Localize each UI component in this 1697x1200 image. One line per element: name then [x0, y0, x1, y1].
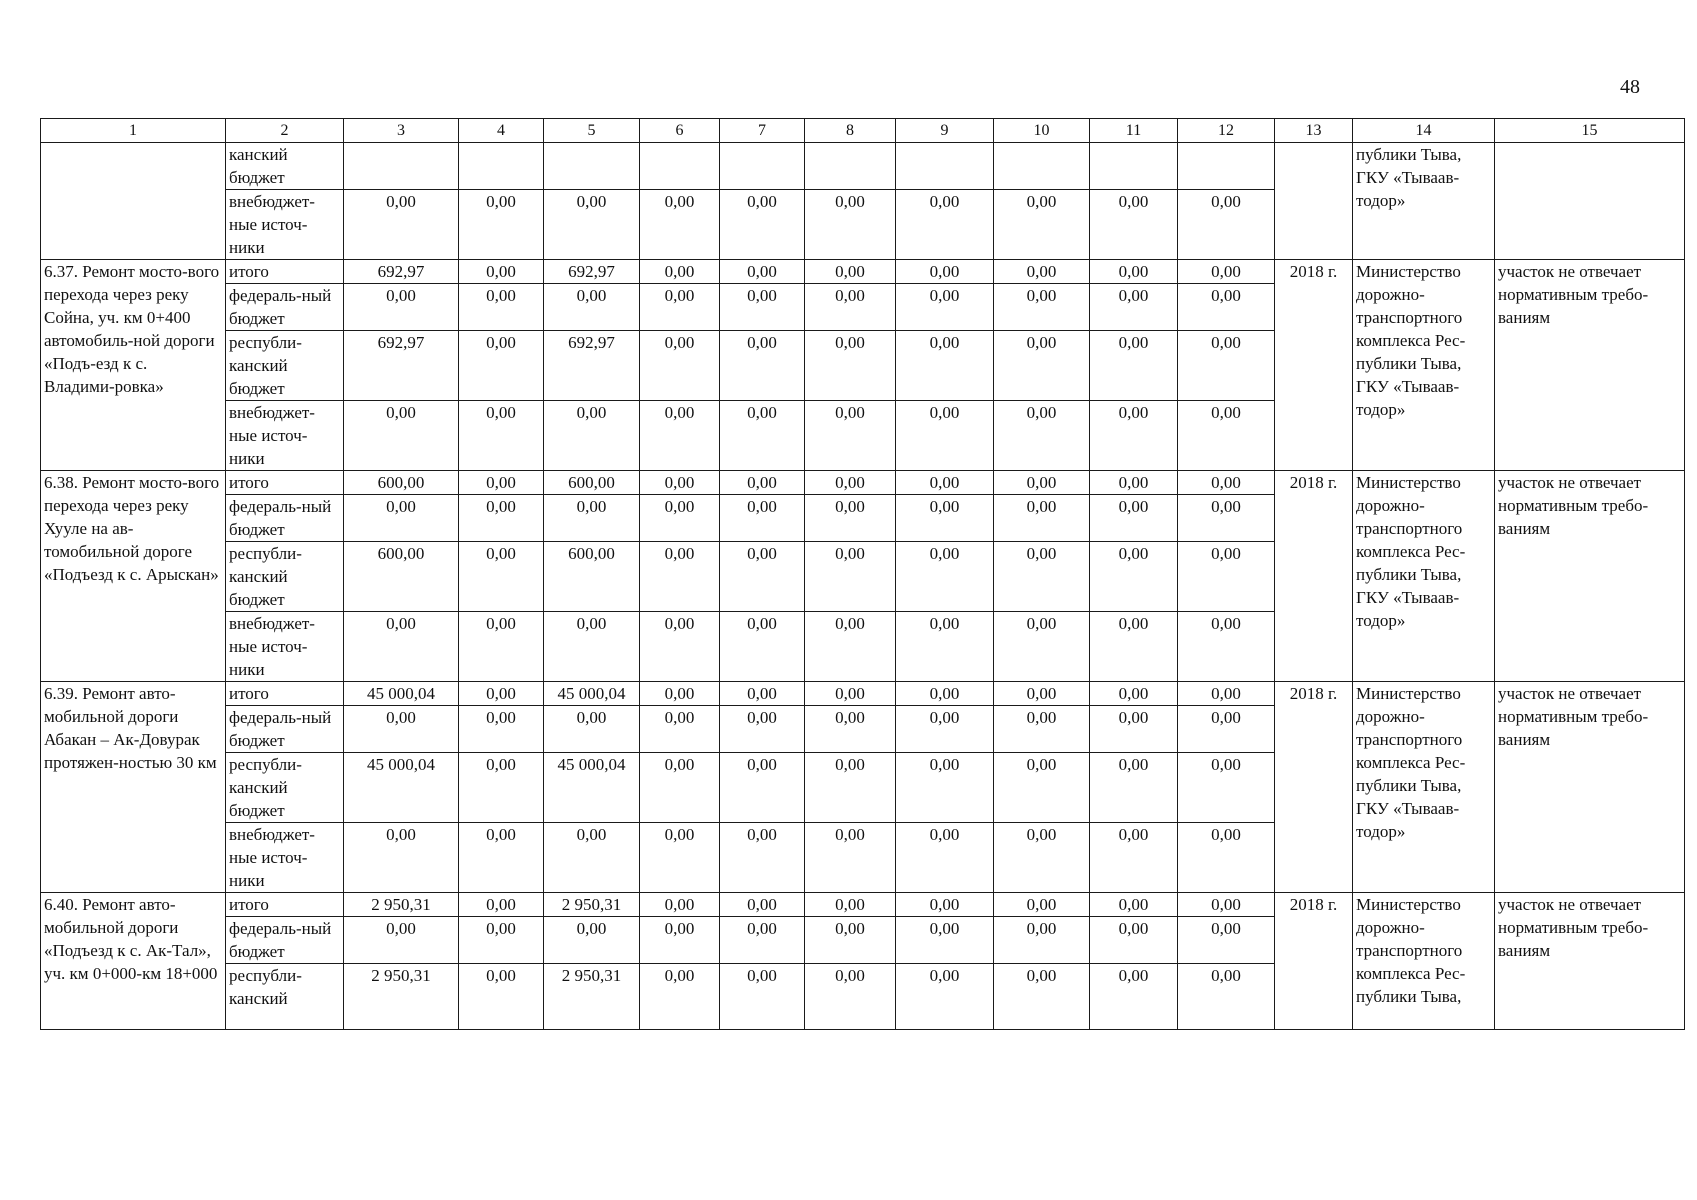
value-cell: 2 950,31 [344, 893, 459, 917]
note-cell: участок не отвечает нормативным требо-ваниям [1495, 682, 1685, 893]
value-cell: 0,00 [459, 495, 544, 542]
funding-source: итого [226, 682, 344, 706]
value-cell: 0,00 [805, 682, 896, 706]
year-cell: 2018 г. [1275, 471, 1353, 682]
funding-source: внебюджет-ные источ-ники [226, 823, 344, 893]
value-cell: 0,00 [994, 753, 1090, 823]
value-cell: 0,00 [1178, 706, 1275, 753]
note-cell [1495, 143, 1685, 260]
value-cell: 0,00 [640, 190, 720, 260]
value-cell [896, 143, 994, 190]
value-cell: 0,00 [1090, 284, 1178, 331]
value-cell: 0,00 [640, 917, 720, 964]
value-cell: 0,00 [344, 284, 459, 331]
value-cell: 0,00 [994, 495, 1090, 542]
value-cell: 0,00 [1178, 823, 1275, 893]
object-name: 6.40. Ремонт авто-мобильной дороги «Подъезд к с. Ак-Тал», уч. км 0+000-км 18+000 [41, 893, 226, 1030]
column-number: 10 [994, 119, 1090, 143]
value-cell: 45 000,04 [544, 682, 640, 706]
value-cell: 0,00 [459, 401, 544, 471]
value-cell: 2 950,31 [344, 964, 459, 1030]
value-cell: 0,00 [720, 917, 805, 964]
value-cell: 0,00 [805, 964, 896, 1030]
value-cell: 0,00 [1090, 542, 1178, 612]
column-number: 8 [805, 119, 896, 143]
value-cell: 0,00 [896, 823, 994, 893]
funding-source: канский бюджет [226, 143, 344, 190]
value-cell: 0,00 [896, 331, 994, 401]
value-cell: 0,00 [720, 823, 805, 893]
value-cell: 0,00 [994, 823, 1090, 893]
funding-source: итого [226, 471, 344, 495]
value-cell: 0,00 [720, 682, 805, 706]
value-cell: 0,00 [896, 964, 994, 1030]
value-cell: 0,00 [805, 495, 896, 542]
value-cell: 0,00 [1178, 401, 1275, 471]
column-number: 4 [459, 119, 544, 143]
value-cell: 0,00 [896, 893, 994, 917]
value-cell: 0,00 [1178, 495, 1275, 542]
value-cell: 0,00 [1178, 331, 1275, 401]
value-cell: 0,00 [805, 542, 896, 612]
value-cell: 0,00 [1090, 893, 1178, 917]
value-cell: 2 950,31 [544, 964, 640, 1030]
value-cell: 0,00 [896, 682, 994, 706]
value-cell: 0,00 [459, 823, 544, 893]
value-cell: 0,00 [896, 471, 994, 495]
value-cell: 0,00 [805, 190, 896, 260]
value-cell: 0,00 [344, 823, 459, 893]
value-cell: 0,00 [1090, 964, 1178, 1030]
value-cell: 0,00 [459, 612, 544, 682]
value-cell: 0,00 [344, 495, 459, 542]
value-cell: 0,00 [1178, 893, 1275, 917]
table-body [41, 119, 1685, 1030]
value-cell: 0,00 [344, 917, 459, 964]
value-cell: 0,00 [720, 753, 805, 823]
value-cell: 0,00 [459, 706, 544, 753]
value-cell: 0,00 [544, 401, 640, 471]
funding-source: внебюджет-ные источ-ники [226, 401, 344, 471]
budget-table [40, 118, 1685, 1030]
value-cell: 0,00 [720, 542, 805, 612]
value-cell: 0,00 [640, 612, 720, 682]
value-cell: 0,00 [544, 706, 640, 753]
value-cell: 0,00 [896, 753, 994, 823]
value-cell: 0,00 [1178, 917, 1275, 964]
value-cell: 0,00 [994, 471, 1090, 495]
value-cell: 0,00 [1090, 682, 1178, 706]
value-cell [344, 143, 459, 190]
note-cell: участок не отвечает нормативным требо-ваниям [1495, 471, 1685, 682]
value-cell: 600,00 [544, 542, 640, 612]
value-cell: 0,00 [896, 401, 994, 471]
year-cell [1275, 143, 1353, 260]
note-cell: участок не отвечает нормативным требо-ваниям [1495, 260, 1685, 471]
funding-source: республи-канский [226, 964, 344, 1030]
column-number: 12 [1178, 119, 1275, 143]
table-row [41, 471, 1685, 495]
value-cell: 0,00 [640, 401, 720, 471]
column-number: 6 [640, 119, 720, 143]
value-cell: 0,00 [994, 612, 1090, 682]
value-cell: 2 950,31 [544, 893, 640, 917]
object-name: 6.37. Ремонт мосто-вого перехода через реку Сойна, уч. км 0+400 автомобиль-ной дороги «Подъ-езд к с. Владими-ровка» [41, 260, 226, 471]
value-cell: 0,00 [805, 893, 896, 917]
value-cell: 0,00 [640, 331, 720, 401]
funding-source: республи-канский бюджет [226, 331, 344, 401]
value-cell: 0,00 [720, 893, 805, 917]
value-cell: 0,00 [805, 331, 896, 401]
value-cell: 0,00 [459, 893, 544, 917]
object-name: 6.38. Ремонт мосто-вого перехода через реку Хууле на ав-томобильной дороге «Подъезд к с. Арыскан» [41, 471, 226, 682]
column-number: 11 [1090, 119, 1178, 143]
value-cell: 0,00 [994, 331, 1090, 401]
value-cell: 0,00 [459, 753, 544, 823]
value-cell: 0,00 [1090, 706, 1178, 753]
value-cell: 0,00 [640, 682, 720, 706]
value-cell: 0,00 [805, 706, 896, 753]
value-cell: 0,00 [459, 917, 544, 964]
executor-cell: Министерство дорожно-транспортного комплекса Рес-публики Тыва, ГКУ «Тываав-тодор» [1353, 260, 1495, 471]
value-cell: 0,00 [459, 542, 544, 612]
value-cell: 0,00 [994, 260, 1090, 284]
year-cell: 2018 г. [1275, 260, 1353, 471]
funding-source: итого [226, 260, 344, 284]
value-cell: 0,00 [720, 495, 805, 542]
value-cell: 692,97 [344, 260, 459, 284]
value-cell: 0,00 [805, 471, 896, 495]
value-cell: 692,97 [344, 331, 459, 401]
value-cell: 0,00 [1178, 612, 1275, 682]
value-cell: 0,00 [720, 331, 805, 401]
value-cell: 45 000,04 [544, 753, 640, 823]
value-cell: 0,00 [1178, 260, 1275, 284]
column-number: 1 [41, 119, 226, 143]
value-cell: 0,00 [805, 401, 896, 471]
value-cell: 0,00 [994, 706, 1090, 753]
column-number: 15 [1495, 119, 1685, 143]
value-cell: 0,00 [720, 190, 805, 260]
value-cell: 0,00 [544, 190, 640, 260]
funding-source: итого [226, 893, 344, 917]
year-cell: 2018 г. [1275, 682, 1353, 893]
value-cell [720, 143, 805, 190]
column-number: 13 [1275, 119, 1353, 143]
value-cell [544, 143, 640, 190]
value-cell: 0,00 [805, 284, 896, 331]
value-cell: 0,00 [805, 612, 896, 682]
table-row [41, 682, 1685, 706]
note-cell: участок не отвечает нормативным требо-ваниям [1495, 893, 1685, 1030]
value-cell: 0,00 [1090, 917, 1178, 964]
value-cell: 0,00 [640, 471, 720, 495]
value-cell: 0,00 [896, 612, 994, 682]
value-cell: 0,00 [459, 331, 544, 401]
table-row [41, 260, 1685, 284]
column-number: 9 [896, 119, 994, 143]
value-cell: 0,00 [1090, 331, 1178, 401]
value-cell: 0,00 [805, 753, 896, 823]
value-cell: 0,00 [459, 284, 544, 331]
value-cell: 45 000,04 [344, 753, 459, 823]
value-cell: 600,00 [344, 471, 459, 495]
executor-cell: Министерство дорожно-транспортного комплекса Рес-публики Тыва, [1353, 893, 1495, 1030]
table-row [41, 143, 1685, 190]
value-cell [1178, 143, 1275, 190]
value-cell: 0,00 [896, 917, 994, 964]
value-cell: 0,00 [640, 893, 720, 917]
value-cell: 0,00 [994, 682, 1090, 706]
column-number: 5 [544, 119, 640, 143]
funding-source: республи-канский бюджет [226, 542, 344, 612]
value-cell: 0,00 [544, 284, 640, 331]
value-cell: 0,00 [544, 823, 640, 893]
value-cell: 0,00 [459, 260, 544, 284]
column-number: 7 [720, 119, 805, 143]
funding-source: федераль-ный бюджет [226, 284, 344, 331]
funding-source: федераль-ный бюджет [226, 917, 344, 964]
value-cell: 0,00 [896, 260, 994, 284]
value-cell [640, 143, 720, 190]
page-number: 48 [1620, 76, 1640, 98]
value-cell: 0,00 [1090, 495, 1178, 542]
value-cell: 0,00 [805, 260, 896, 284]
value-cell: 45 000,04 [344, 682, 459, 706]
funding-source: федераль-ный бюджет [226, 495, 344, 542]
value-cell: 0,00 [1090, 471, 1178, 495]
value-cell: 0,00 [720, 260, 805, 284]
object-name-cell [41, 143, 226, 260]
header-row [41, 119, 1685, 143]
value-cell: 0,00 [994, 964, 1090, 1030]
value-cell: 0,00 [640, 542, 720, 612]
executor-cell: Министерство дорожно-транспортного комплекса Рес-публики Тыва, ГКУ «Тываав-тодор» [1353, 682, 1495, 893]
value-cell: 692,97 [544, 331, 640, 401]
value-cell: 0,00 [994, 917, 1090, 964]
value-cell: 0,00 [640, 260, 720, 284]
value-cell: 0,00 [720, 471, 805, 495]
value-cell: 0,00 [896, 284, 994, 331]
value-cell: 0,00 [544, 917, 640, 964]
value-cell: 0,00 [896, 706, 994, 753]
value-cell: 692,97 [544, 260, 640, 284]
value-cell: 0,00 [640, 495, 720, 542]
value-cell: 0,00 [896, 495, 994, 542]
funding-source: республи-канский бюджет [226, 753, 344, 823]
value-cell: 0,00 [720, 706, 805, 753]
value-cell: 0,00 [805, 823, 896, 893]
column-number: 3 [344, 119, 459, 143]
value-cell: 0,00 [640, 823, 720, 893]
value-cell: 0,00 [720, 964, 805, 1030]
value-cell: 0,00 [1090, 753, 1178, 823]
value-cell: 0,00 [720, 284, 805, 331]
value-cell: 0,00 [994, 542, 1090, 612]
value-cell: 0,00 [1090, 190, 1178, 260]
table-row [41, 893, 1685, 917]
value-cell: 0,00 [459, 964, 544, 1030]
value-cell: 0,00 [720, 401, 805, 471]
executor-cell: Министерство дорожно-транспортного комплекса Рес-публики Тыва, ГКУ «Тываав-тодор» [1353, 471, 1495, 682]
year-cell: 2018 г. [1275, 893, 1353, 1030]
value-cell: 0,00 [896, 542, 994, 612]
value-cell [805, 143, 896, 190]
column-number: 14 [1353, 119, 1495, 143]
value-cell: 600,00 [544, 471, 640, 495]
value-cell: 0,00 [640, 753, 720, 823]
value-cell: 0,00 [1090, 401, 1178, 471]
column-number: 2 [226, 119, 344, 143]
value-cell: 0,00 [1178, 190, 1275, 260]
value-cell: 0,00 [994, 284, 1090, 331]
funding-source: внебюджет-ные источ-ники [226, 190, 344, 260]
value-cell [994, 143, 1090, 190]
value-cell: 0,00 [1178, 542, 1275, 612]
value-cell: 0,00 [1178, 964, 1275, 1030]
value-cell [459, 143, 544, 190]
value-cell [1090, 143, 1178, 190]
value-cell: 0,00 [1090, 612, 1178, 682]
value-cell: 0,00 [544, 612, 640, 682]
value-cell: 0,00 [344, 401, 459, 471]
value-cell: 0,00 [640, 284, 720, 331]
funding-source: федераль-ный бюджет [226, 706, 344, 753]
value-cell: 0,00 [459, 682, 544, 706]
value-cell: 0,00 [640, 964, 720, 1030]
value-cell: 0,00 [344, 706, 459, 753]
value-cell: 0,00 [344, 190, 459, 260]
value-cell: 0,00 [544, 495, 640, 542]
value-cell: 0,00 [344, 612, 459, 682]
value-cell: 0,00 [640, 706, 720, 753]
value-cell: 600,00 [344, 542, 459, 612]
value-cell: 0,00 [459, 190, 544, 260]
value-cell: 0,00 [1090, 260, 1178, 284]
value-cell: 0,00 [896, 190, 994, 260]
value-cell: 0,00 [994, 401, 1090, 471]
value-cell: 0,00 [1178, 471, 1275, 495]
funding-source: внебюджет-ные источ-ники [226, 612, 344, 682]
value-cell: 0,00 [459, 471, 544, 495]
value-cell: 0,00 [1178, 753, 1275, 823]
value-cell: 0,00 [1090, 823, 1178, 893]
value-cell: 0,00 [1178, 682, 1275, 706]
value-cell: 0,00 [1178, 284, 1275, 331]
value-cell: 0,00 [720, 612, 805, 682]
value-cell: 0,00 [994, 190, 1090, 260]
executor-cell: публики Тыва, ГКУ «Тываав-тодор» [1353, 143, 1495, 260]
object-name: 6.39. Ремонт авто-мобильной дороги Абакан – Ак-Довурак протяжен-ностью 30 км [41, 682, 226, 893]
value-cell: 0,00 [805, 917, 896, 964]
value-cell: 0,00 [994, 893, 1090, 917]
